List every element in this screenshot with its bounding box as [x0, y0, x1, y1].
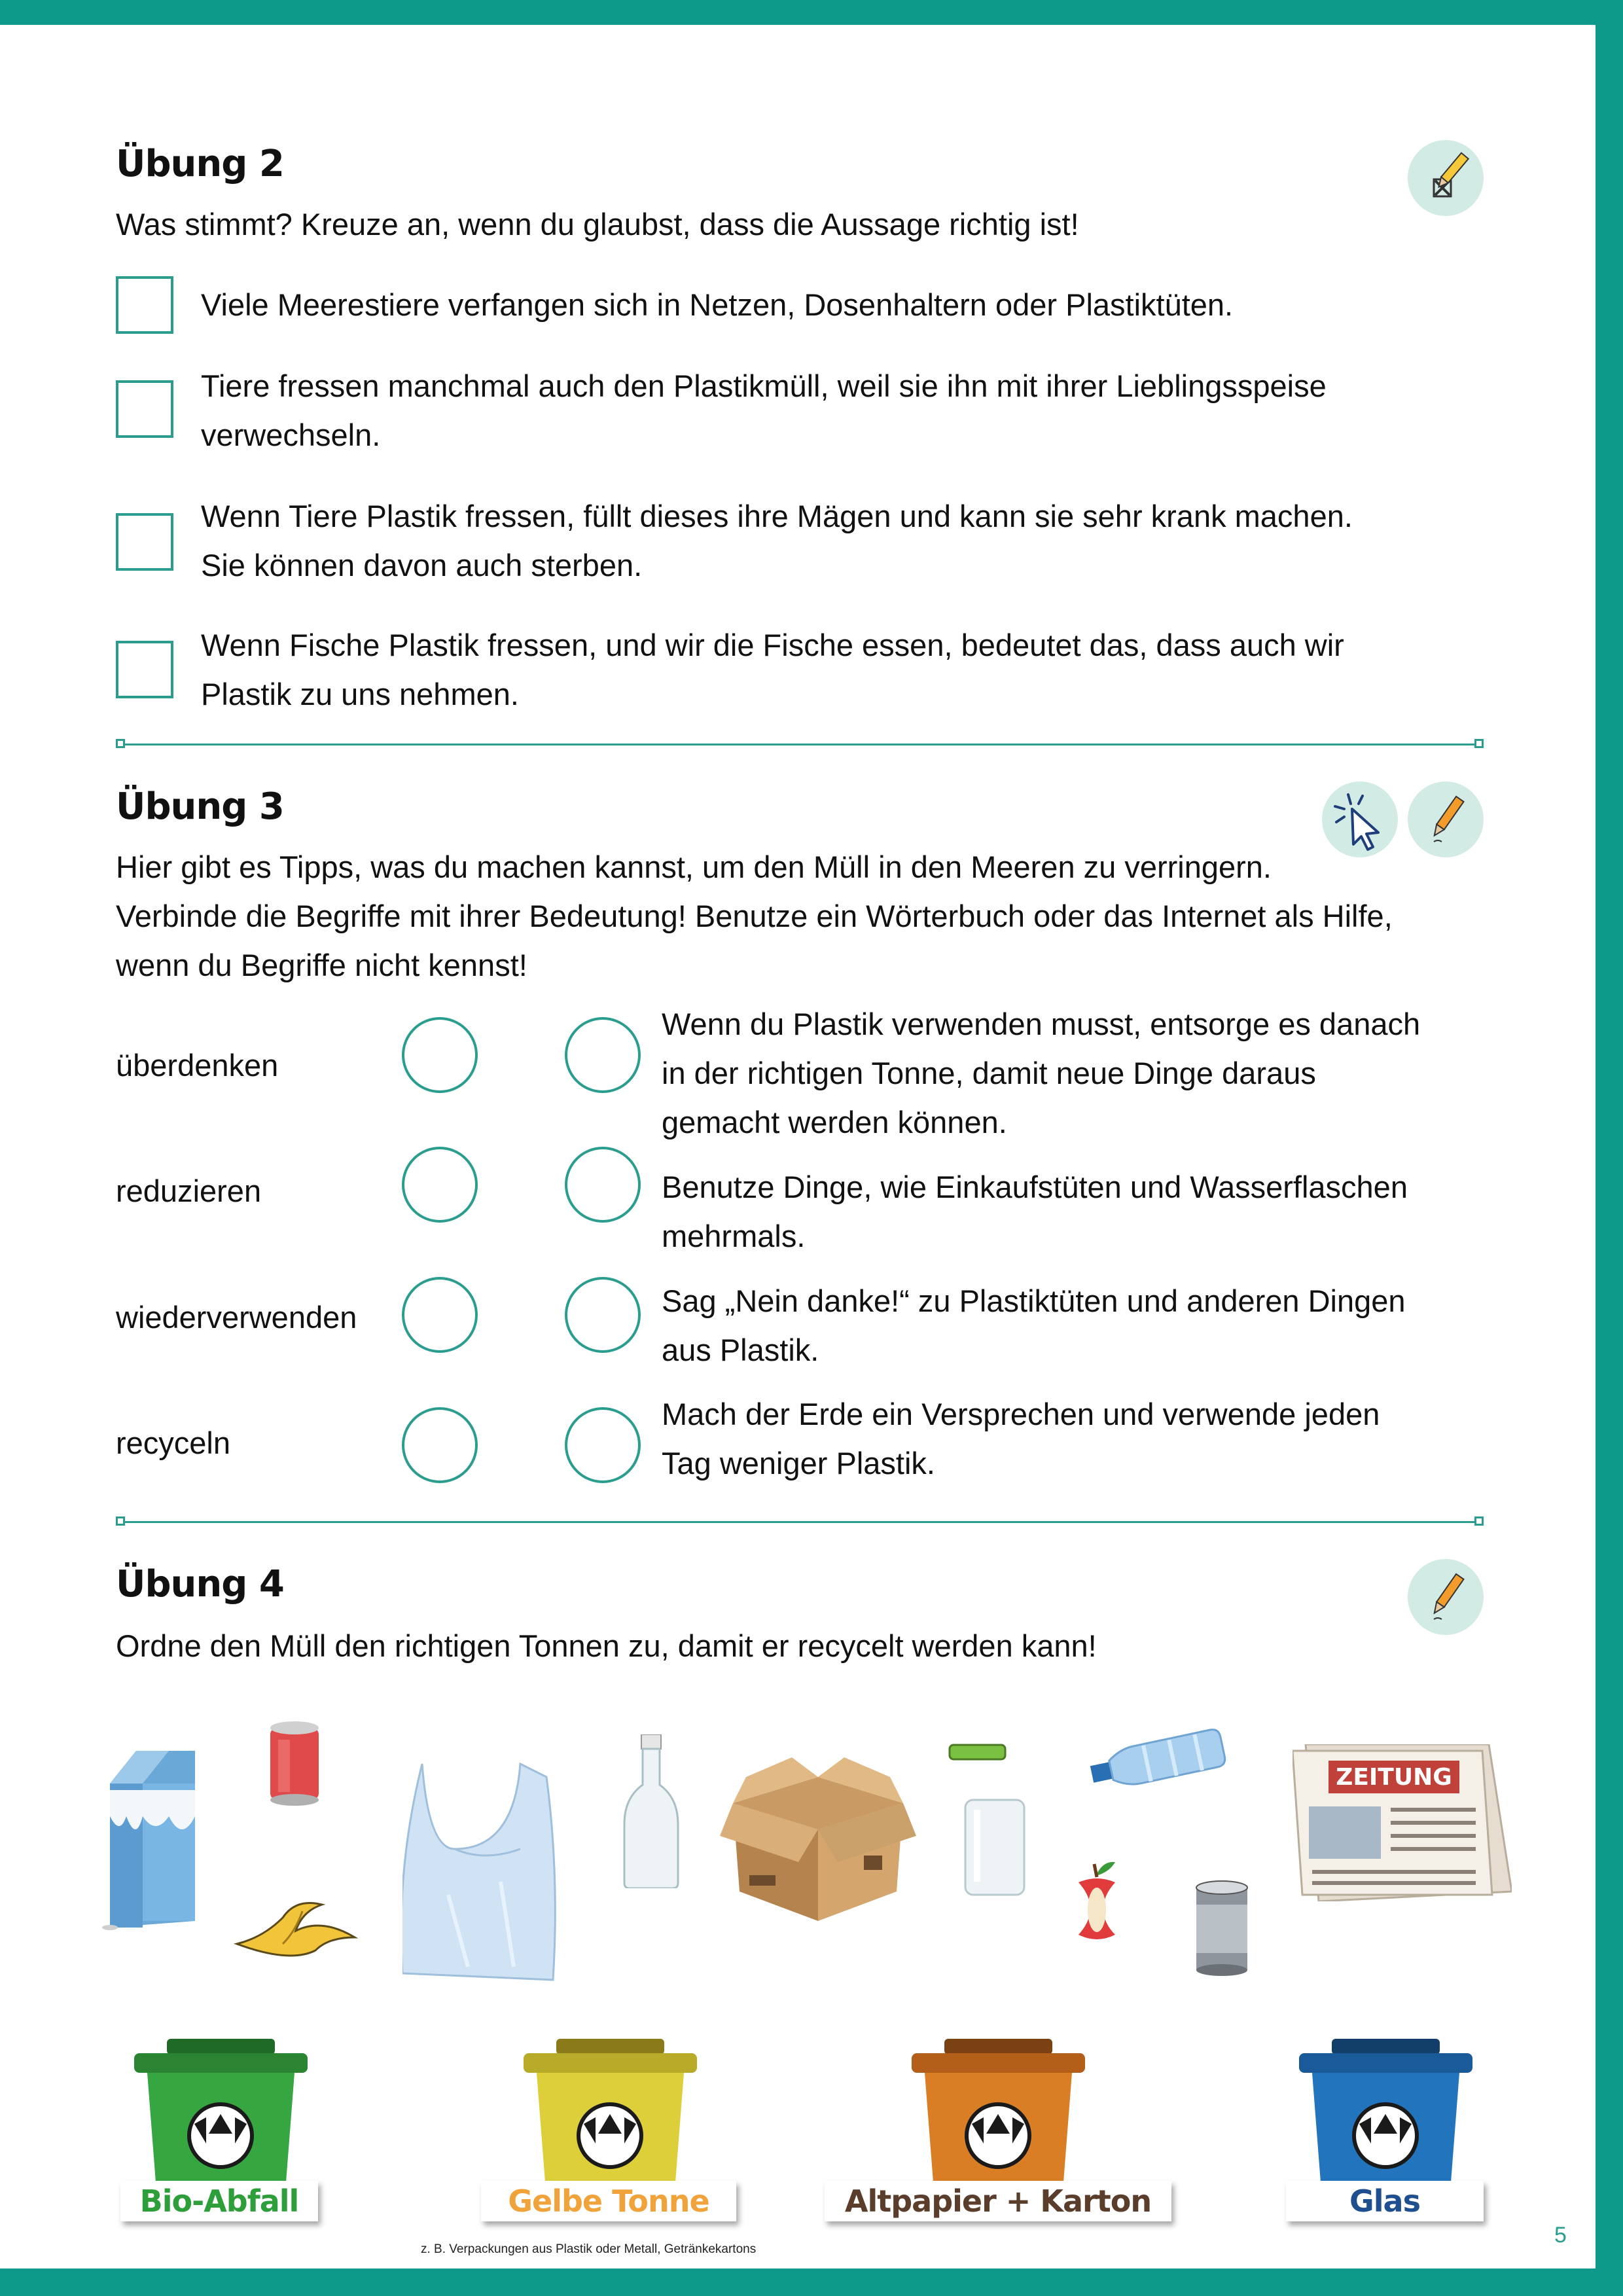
exercise3-instruction-line-3: wenn du Begriffe nicht kennst!: [116, 948, 527, 982]
exercise2-instruction: Was stimmt? Kreuze an, wenn du glaubst, dass die Aussage richtig ist!: [116, 207, 1079, 242]
bin-label-glass: Glas: [1286, 2181, 1484, 2221]
definition-1-line-2: in der richtigen Tonne, damit neue Dinge daraus: [662, 1056, 1316, 1090]
cardboard-box-image[interactable]: [720, 1757, 916, 1924]
statement-1: [201, 280, 1484, 329]
definition-2-line-1: Benutze Dinge, wie Einkaufstüten und Wasserflaschen: [662, 1170, 1408, 1204]
term-1-circle[interactable]: [402, 1017, 478, 1093]
banana-peel-image[interactable]: [230, 1892, 361, 1964]
soda-can-image[interactable]: [265, 1716, 324, 1808]
bin-label-bio: Bio-Abfall: [120, 2181, 318, 2221]
definition-4: [662, 1390, 1486, 1488]
term-3: wiederverwenden: [116, 1300, 357, 1335]
term-1: überdenken: [116, 1048, 279, 1083]
definition-2-circle[interactable]: [565, 1147, 641, 1223]
definition-2: [662, 1162, 1486, 1261]
tin-can-image[interactable]: [1191, 1878, 1253, 1980]
definition-3-line-1: Sag „Nein danke!“ zu Plastiktüten und anderen Dingen: [662, 1283, 1406, 1318]
frame-right-bar: [1596, 0, 1623, 2296]
glass-bottle-image[interactable]: [622, 1734, 681, 1888]
checkbox-statement-2[interactable]: [116, 380, 173, 438]
definition-4-line-1: Mach der Erde ein Versprechen und verwende jeden: [662, 1397, 1380, 1431]
statement-2-line-1: Tiere fressen manchmal auch den Plastikmüll, weil sie ihn mit ihrer Lieblingsspeise: [201, 368, 1327, 403]
bin-glass[interactable]: [1299, 2039, 1472, 2199]
checkbox-statement-1[interactable]: [116, 276, 173, 334]
definition-3-line-2: aus Plastik.: [662, 1333, 819, 1367]
footnote: z. B. Verpackungen aus Plastik oder Metall, Getränkekartons: [421, 2242, 757, 2256]
definition-4-line-2: Tag weniger Plastik.: [662, 1446, 935, 1480]
bin-label-paper: Altpapier + Karton: [825, 2181, 1171, 2221]
newspaper-image[interactable]: [1293, 1744, 1512, 1901]
glass-jar-image[interactable]: [962, 1797, 1027, 1898]
frame-top-bar: [0, 0, 1623, 25]
exercise3-instruction-line-1: Hier gibt es Tipps, was du machen kannst, um den Müll in den Meeren zu verringern.: [116, 850, 1272, 884]
newspaper-title: ZEITUNG: [1336, 1764, 1452, 1791]
exercise3-instruction-line-2: Verbinde die Begriffe mit ihrer Bedeutung! Benutze ein Wörterbuch oder das Internet als Hilfe,: [116, 899, 1393, 933]
bin-yellow[interactable]: [524, 2039, 697, 2199]
term-2: reduzieren: [116, 1174, 262, 1208]
statement-4: [201, 620, 1484, 719]
definition-1-line-3: gemacht werden können.: [662, 1105, 1007, 1139]
jar-lid-image[interactable]: [946, 1738, 1008, 1765]
statement-3-line-2: Sie können davon auch sterben.: [201, 548, 643, 583]
term-3-circle[interactable]: [402, 1277, 478, 1353]
bin-label-yellow: Gelbe Tonne: [481, 2181, 736, 2221]
statement-2: [201, 361, 1484, 459]
plastic-bottle-image[interactable]: [1088, 1728, 1232, 1790]
bin-bio[interactable]: [134, 2039, 308, 2199]
statement-1-line-1: Viele Meerestiere verfangen sich in Netzen, Dosenhaltern oder Plastiktüten.: [201, 287, 1234, 322]
statement-4-line-1: Wenn Fische Plastik fressen, und wir die Fische essen, bedeutet das, dass auch wir: [201, 628, 1344, 662]
definition-1-circle[interactable]: [565, 1017, 641, 1093]
milk-carton-image[interactable]: [97, 1744, 208, 1931]
apple-core-image[interactable]: [1065, 1857, 1128, 1956]
checkbox-statement-4[interactable]: [116, 641, 173, 698]
plastic-bag-image[interactable]: [402, 1751, 566, 1983]
frame-bottom-bar: [0, 2269, 1623, 2296]
definition-1-line-1: Wenn du Plastik verwenden musst, entsorge es danach: [662, 1007, 1421, 1041]
exercise2-title: Übung 2: [116, 143, 284, 185]
statement-3-line-1: Wenn Tiere Plastik fressen, füllt dieses ihre Mägen und kann sie sehr krank machen.: [201, 499, 1353, 533]
definition-3-circle[interactable]: [565, 1277, 641, 1353]
term-4: recyceln: [116, 1426, 231, 1460]
exercise3-instruction: [116, 842, 1484, 990]
checkbox-statement-3[interactable]: [116, 513, 173, 571]
term-2-circle[interactable]: [402, 1147, 478, 1223]
section-divider-2: [116, 1515, 1484, 1528]
definition-2-line-2: mehrmals.: [662, 1219, 806, 1253]
term-4-circle[interactable]: [402, 1407, 478, 1483]
bin-paper[interactable]: [912, 2039, 1085, 2199]
statement-3: [201, 492, 1484, 590]
statement-4-line-2: Plastik zu uns nehmen.: [201, 677, 519, 711]
exercise3-title: Übung 3: [116, 785, 284, 828]
definition-3: [662, 1276, 1486, 1374]
statement-2-line-2: verwechseln.: [201, 418, 381, 452]
section-divider-1: [116, 738, 1484, 751]
page-number: 5: [1554, 2223, 1567, 2248]
definition-1: [662, 999, 1486, 1147]
exercise4-instruction: Ordne den Müll den richtigen Tonnen zu, damit er recycelt werden kann!: [116, 1628, 1097, 1663]
exercise4-title: Übung 4: [116, 1563, 284, 1605]
definition-4-circle[interactable]: [565, 1407, 641, 1483]
